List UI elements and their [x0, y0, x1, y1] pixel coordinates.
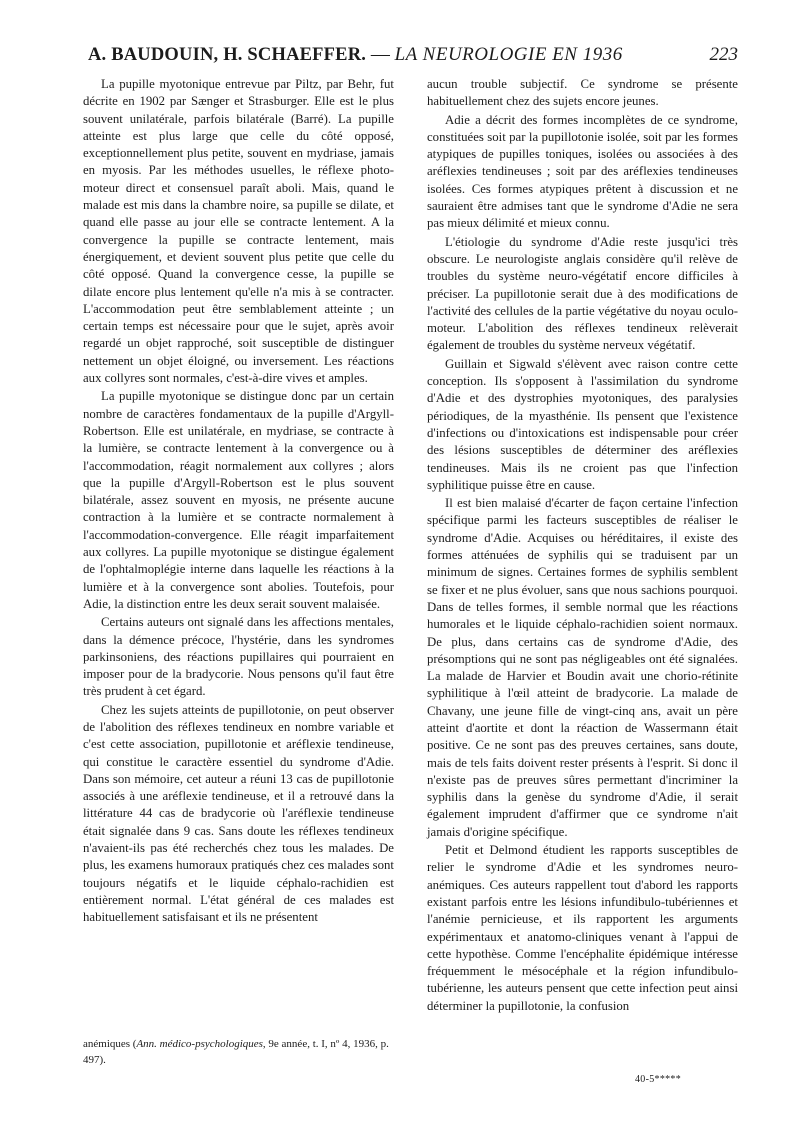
footnote — [83, 1036, 394, 1068]
paragraph: Petit et Delmond étudient les rapports susceptibles de relier le syndrome d'Adie et les syndromes neuro-anémiques. Ces auteurs rappellent tout d'abord les rapports existant parfois entre les lésions infundibulo-tubériennes et l'anémie pernicieuse, et ils rapportent les arguments expérimentaux et anatomo-cliniques venant à l'appui de cette hypothèse. Comme l'encéphalite épidémique intéresse fréquemment le mésocéphale et la région infundibulo-tubérienne, les auteurs pensent que cette infection peut ainsi déterminer la pupillotonie, la confusion — [427, 843, 738, 1013]
header-title: LA NEUROLOGIE EN 1936 — [394, 44, 623, 65]
paragraph: Chez les sujets atteints de pupillotonie, on peut observer de l'abolition des réflexes tendineux en nombre variable et c'est cette association, pupillotonie et aréflexie tendineuse, qui constitue le caractère essentiel du syndrome d'Adie. Dans son mémoire, cet auteur a réuni 13 cas de pupillotonie associés à une aréflexie tendineuse, et il a retrouvé dans la littérature 44 cas de bradycorie où l'aréflexie tendineuse était signalée dans 9 cas. Sans doute les réflexes tendineux n'avaient-ils pas été recherchés chez tous les malades. De plus, les examens humoraux pratiqués chez ces malades sont toujours négatifs et le liquide céphalo-rachidien est entièrement normal. L'état général de ces malades est habituellement satisfaisant et ils ne présentent — [83, 702, 394, 925]
printer-signature: 40-5***** — [635, 1074, 682, 1085]
footnote-journal: Ann. médico-psychologiques — [136, 1038, 263, 1050]
header-separator: — — [366, 44, 395, 65]
running-header — [88, 44, 738, 70]
page-number: 223 — [709, 44, 738, 65]
paragraph: La pupille myotonique se distingue donc par un certain nombre de caractères fondamentaux de la pupille d'Argyll-Robertson. Elle est unilatérale, en mydriase, se contracte à la lumière, se contracte lentement à la convergence ou à l'accommodation, réagit normalement aux collyres ; alors que la pupille d'Argyll-Robertson est le plus souvent bilatérale, assez souvent en myosis, ne présente aucune contraction à la lumière et se contracte normalement à l'accommodation-convergence. Elle réagit imparfaitement aux collyres. La pupille myotonique se distingue également de l'ophtalmoplégie interne dans laquelle les réactions à la lumière et à la convergence sont abolies. Toutefois, pour Adie, la distinction entre les deux serait souvent malaisée. — [83, 389, 394, 611]
paragraph: L'étiologie du syndrome d'Adie reste jusqu'ici très obscure. Le neurologiste anglais considère qu'il relève de troubles du système neuro-végétatif encore difficiles à préciser. La pupillotonie serait due à des modifications de l'activité des cellules de la partie végétative du noyau oculo-moteur. L'abolition des réflexes tendineux relèverait également de troubles du système nerveux végétatif. — [427, 234, 738, 353]
paragraph-continued: aucun trouble subjectif. Ce syndrome se présente habituellement chez des sujets encore jeunes. — [427, 77, 738, 109]
footnote-suffix: , 9e année, t. I, nº 4, 1936, p. 497). — [83, 1038, 389, 1066]
paragraph: La pupille myotonique entrevue par Piltz, par Behr, fut décrite en 1902 par Sænger et Strasburger. Elle est le plus souvent unilatérale, parfois bilatérale (Barré). La pupille atteinte est plus large que celle du côté opposé, exceptionnellement plus petite, souvent en mydriase, jamais en myosis. Par les méthodes usuelles, le réflexe photo-moteur direct et consensuel paraît aboli. Mais, quand le malade est mis dans la chambre noire, sa pupille se dilate, et quand elle passe au jour elle se contracte lentement. A la convergence la pupille se contracte lentement, mais énergiquement, et devient souvent plus petite que celle du côté opposé. Quand la convergence cesse, la pupille se dilate encore plus lentement qu'elle n'a mis à se contracter. L'accommodation peut être semblablement atteinte ; un certain temps est nécessaire pour que le sujet, après avoir regardé un objet rapproché, soit susceptible de distinguer nettement un objet éloigné, ou inversement. Les réactions aux collyres sont normales, c'est-à-dire vives et amples. — [83, 77, 394, 386]
right-column — [427, 76, 738, 1015]
paragraph: Adie a décrit des formes incomplètes de ce syndrome, constituées soit par la pupillotonie isolée, soit par les formes atypiques de pupilles toniques, isolées ou associées à des aréflexies tendineuses ; soit par des aréflexies tendineuses isolées. Ces formes atypiques prêtent à discussion et ne sauraient être admises tant que le syndrome d'Adie ne sera pas mieux délimité et mieux connu. — [427, 112, 738, 231]
paragraph: Certains auteurs ont signalé dans les affections mentales, dans la démence précoce, l'hystérie, dans les syndromes parkinsoniens, des réactions pupillaires qui pourraient en imposer pour de la bradycorie. Nous pensons qu'il faut être très prudent à cet égard. — [83, 615, 394, 699]
paragraph: Guillain et Sigwald s'élèvent avec raison contre cette conception. Ils s'opposent à l'assimilation du syndrome d'Adie et des dystrophies myotoniques, des paralysies périodiques, de la myasthénie. Ils pensent que l'existence d'infections ou d'intoxications est indispensable pour créer des lésions susceptibles de déterminer des aréflexies tendineuses. Mais ils ne croient pas que l'infection syphilitique puisse être en cause. — [427, 356, 738, 492]
paragraph: Il est bien malaisé d'écarter de façon certaine l'infection spécifique parmi les facteurs susceptibles de réaliser le syndrome d'Adie. Acquises ou héréditaires, il existe des formes atténuées de syphilis qui se traduisent par un minimum de signes. Certaines formes de syphilis semblent se fixer et ne plus évoluer, sans que nous sachions pourquoi. Dans de telles formes, il semble normal que les réactions humorales et le liquide céphalo-rachidien soient normaux. De plus, dans certains cas de syndrome d'Adie, des présomptions qui ne sont pas négligeables ont été signalées. La malade de Harvier et Boudin avait une chorio-rétinite syphilitique à l'œil atteint de bradycorie. La malade de Chavany, une jeune fille de vingt-cinq ans, avait un père atteint d'aortite et dont la réaction de Wassermann était positive. Ce ne sont pas des preuves certaines, sans doute, mais de tels faits doivent rester présents à l'esprit. Si donc il n'existe pas de preuves sûres permettant d'incriminer la syphilis dans la genèse du syndrome d'Adie, il serait également imprudent d'affirmer que ce syndrome n'ait jamais d'origine spécifique. — [427, 496, 738, 839]
footnote-prefix: anémiques ( — [83, 1038, 137, 1050]
header-authors: A. BAUDOUIN, H. SCHAEFFER. — [88, 45, 367, 65]
left-column — [83, 76, 394, 927]
